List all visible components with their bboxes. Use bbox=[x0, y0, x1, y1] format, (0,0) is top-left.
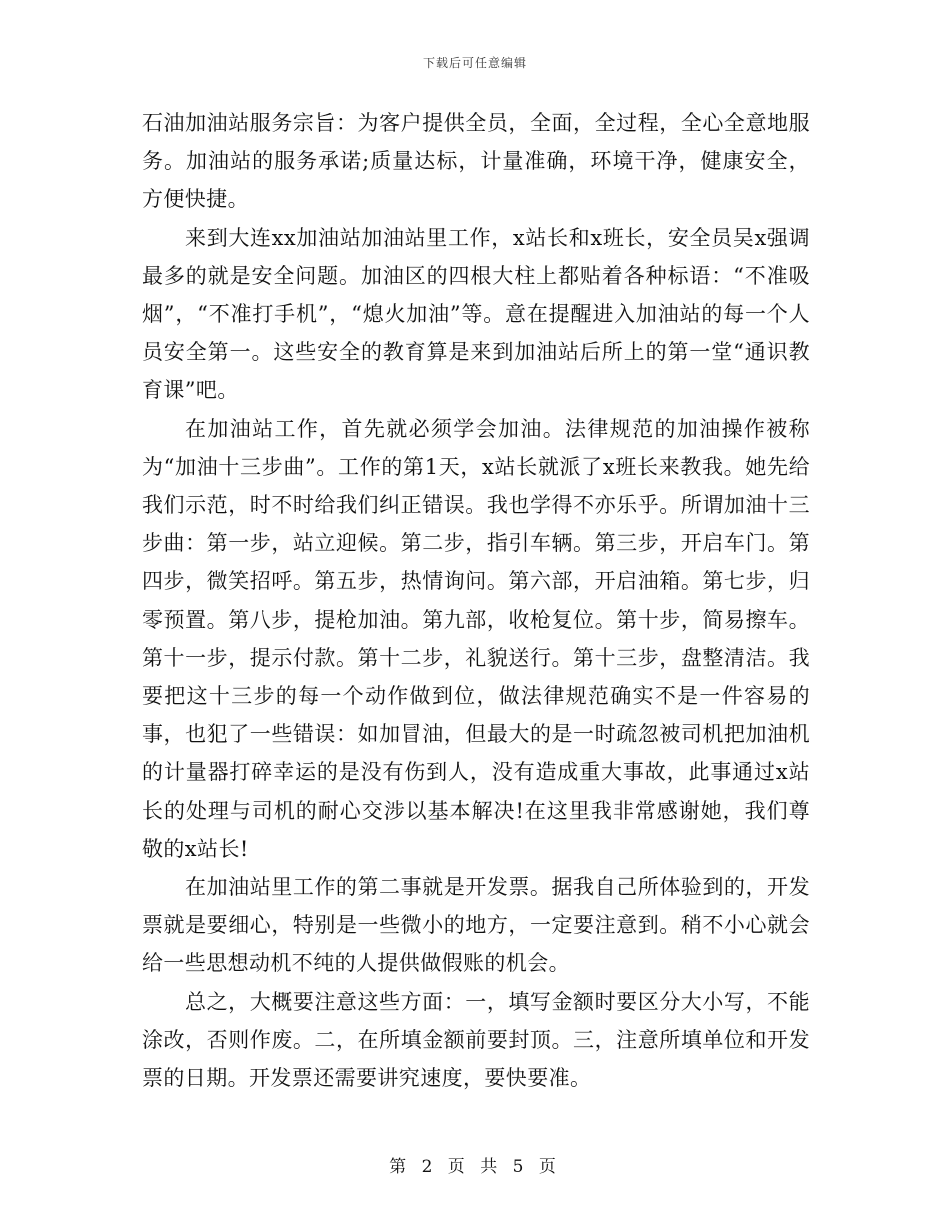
paragraph-summary: 总之，大概要注意这些方面：一，填写金额时要区分大小写，不能涂改，否则作废。二，在所填金额前要封顶。三，注意所填单位和开发票的日期。开发票还需要讲究速度，要快要准。 bbox=[142, 989, 810, 1091]
paragraph-safety: 来到大连xx加油站加油站里工作，x站长和x班长，安全员吴x强调最多的就是安全问题。加油区的四根大柱上都贴着各种标语：“不准吸烟”，“不准打手机”，“熄火加油”等。意在提醒进入加油站的每一个人员安全第一。这些安全的教育算是来到加油站后所上的第一堂“通识教育课”吧。 bbox=[142, 225, 810, 403]
page-number-footer: 第 2 页 共 5 页 bbox=[389, 1157, 561, 1177]
paragraph-invoicing: 在加油站里工作的第二事就是开发票。据我自己所体验到的，开发票就是要细心，特别是一些微小的地方，一定要注意到。稍不小心就会给一些思想动机不纯的人提供做假账的机会。 bbox=[142, 875, 810, 976]
header-edit-note: 下载后可任意编辑 bbox=[422, 56, 527, 70]
paragraph-refueling-steps: 在加油站工作，首先就必须学会加油。法律规范的加油操作被称为“加油十三步曲”。工作的第1天，x站长就派了x班长来教我。她先给我们示范，时不时给我们纠正错误。我也学得不亦乐乎。所谓加油十三步曲：第一步，站立迎候。第二步，指引车辆。第三步，开启车门。第四步，微笑招呼。第五步，热情询问。第六部，开启油箱。第七步，归零预置。第八步，提枪加油。第九部，收枪复位。第十步，简易擦车。第十一步，提示付款。第十二步，礼貌送行。第十三步，盘整清洁。我要把这十三步的每一个动作做到位，做法律规范确实不是一件容易的事，也犯了一些错误：如加冒油，但最大的是一时疏忽被司机把加油机的计量器打碎幸运的是没有伤到人，没有造成重大事故，此事通过x站长的处理与司机的耐心交涉以基本解决!在这里我非常感谢她，我们尊敬的x站长! bbox=[142, 416, 810, 861]
document-body bbox=[142, 104, 810, 1097]
paragraph-service-purpose: 石油加油站服务宗旨：为客户提供全员，全面，全过程，全心全意地服务。加油站的服务承诺;质量达标，计量准确，环境干净，健康安全，方便快捷。 bbox=[142, 111, 810, 212]
